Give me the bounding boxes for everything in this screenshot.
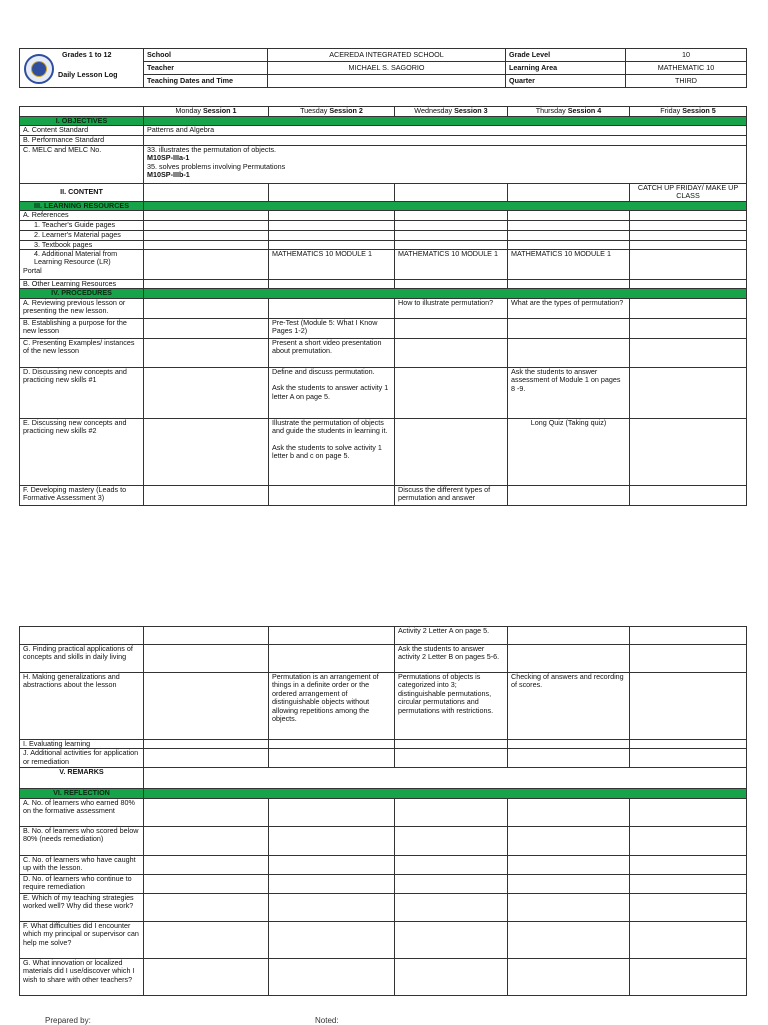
additional-wednesday: MATHEMATICS 10 MODULE 1 xyxy=(395,250,508,280)
other-resources-row xyxy=(20,280,747,289)
logo-cell xyxy=(20,49,144,88)
days-header-row xyxy=(20,107,747,117)
tg-row xyxy=(20,220,747,230)
proc-j-row xyxy=(20,749,747,768)
proc-e-row xyxy=(20,418,747,485)
proc-h-row xyxy=(20,673,747,740)
quarter-label: Quarter xyxy=(506,75,626,88)
proc-j-label: J. Additional activities for application or remediation xyxy=(20,749,144,768)
grades-label: Grades 1 to 12 xyxy=(62,50,112,59)
content-friday: CATCH UP FRIDAY/ MAKE UP CLASS xyxy=(630,183,747,201)
proc-e-tuesday: Illustrate the permutation of objects and guide the students in learning it. Ask the students to solve activity 1 letter b and c on page 5. xyxy=(269,418,395,485)
lesson-table-page2 xyxy=(19,626,747,996)
lesson-table-page1 xyxy=(19,106,747,506)
proc-h-wednesday: Permutations of objects is categorized into 3; distinguishable permutations, circular permutations and permutations with restrictions. xyxy=(395,673,508,740)
noted-label: Noted: xyxy=(315,1016,339,1025)
prepared-by-label: Prepared by: xyxy=(45,1016,91,1025)
reflection-heading: VI. REFLECTION xyxy=(20,789,144,798)
additional-material-row xyxy=(20,250,747,280)
proc-f-row xyxy=(20,485,747,505)
proc-d-tuesday: Define and discuss permutation. Ask the students to answer activity 1 letter A on page 5. xyxy=(269,367,395,418)
resources-heading-row xyxy=(20,201,747,210)
proc-i-row xyxy=(20,740,747,749)
day-tuesday: Tuesday Session 2 xyxy=(269,107,395,117)
tb-label: 3. Textbook pages xyxy=(20,240,144,249)
objectives-heading-row xyxy=(20,117,747,126)
reflection-d-row xyxy=(20,874,747,893)
reflection-f-row xyxy=(20,921,747,958)
proc-b-label: B. Establishing a purpose for the new lesson xyxy=(20,318,144,338)
references-label: A. References xyxy=(20,211,144,220)
objectives-heading: I. OBJECTIVES xyxy=(20,117,144,126)
doc-title: Daily Lesson Log xyxy=(58,70,118,79)
proc-a-label: A. Reviewing previous lesson or presenting the new lesson. xyxy=(20,298,144,318)
performance-standard-label: B. Performance Standard xyxy=(20,136,144,145)
school-value: ACEREDA INTEGRATED SCHOOL xyxy=(268,49,506,62)
proc-e-label: E. Discussing new concepts and practicing new skills #2 xyxy=(20,418,144,485)
tg-label: 1. Teacher's Guide pages xyxy=(20,220,144,230)
reflection-a-label: A. No. of learners who earned 80% on the formative assessment xyxy=(20,798,144,826)
content-standard-row xyxy=(20,126,747,136)
additional-material-label: 4. Additional Material from Learning Resource (LR) Portal xyxy=(20,250,144,280)
reflection-f-label: F. What difficulties did I encounter which my principal or supervisor can help me solve? xyxy=(20,921,144,958)
proc-a-row xyxy=(20,298,747,318)
reflection-g-label: G. What innovation or localized materials did I use/discover which I wish to share with other teachers? xyxy=(20,958,144,995)
proc-f-continued-row xyxy=(20,627,747,645)
reflection-e-row xyxy=(20,893,747,921)
lm-label: 2. Learner's Material pages xyxy=(20,230,144,240)
reflection-e-label: E. Which of my teaching strategies worked well? Why did these work? xyxy=(20,893,144,921)
proc-h-thursday: Checking of answers and recording of scores. xyxy=(508,673,630,740)
other-resources-label: B. Other Learning Resources xyxy=(20,280,144,289)
proc-g-row xyxy=(20,645,747,673)
proc-c-row xyxy=(20,338,747,367)
proc-a-thursday: What are the types of permutation? xyxy=(508,298,630,318)
school-label: School xyxy=(144,49,268,62)
day-wednesday: Wednesday Session 3 xyxy=(395,107,508,117)
proc-d-label: D. Discussing new concepts and practicing new skills #1 xyxy=(20,367,144,418)
proc-g-label: G. Finding practical applications of concepts and skills in daily living xyxy=(20,645,144,673)
reflection-d-label: D. No. of learners who continue to require remediation xyxy=(20,874,144,893)
proc-i-label: I. Evaluating learning xyxy=(20,740,144,749)
teacher-label: Teacher xyxy=(144,62,268,75)
proc-a-wednesday: How to illustrate permutation? xyxy=(395,298,508,318)
proc-c-label: C. Presenting Examples/ instances of the new lesson xyxy=(20,338,144,367)
procedures-heading: IV. PROCEDURES xyxy=(20,289,144,298)
proc-b-tuesday: Pre-Test (Module 5: What I Know Pages 1-2) xyxy=(269,318,395,338)
lm-row xyxy=(20,230,747,240)
melc-label: C. MELC and MELC No. xyxy=(20,145,144,183)
procedures-heading-row xyxy=(20,289,747,298)
day-friday: Friday Session 5 xyxy=(630,107,747,117)
quarter-value: THIRD xyxy=(626,75,747,88)
day-thursday: Thursday Session 4 xyxy=(508,107,630,117)
proc-b-row xyxy=(20,318,747,338)
learning-area-label: Learning Area xyxy=(506,62,626,75)
proc-e-thursday: Long Quiz (Taking quiz) xyxy=(508,418,630,485)
content-row xyxy=(20,183,747,201)
reflection-c-label: C. No. of learners who have caught up with the lesson. xyxy=(20,855,144,874)
header-table xyxy=(19,48,747,88)
content-heading: II. CONTENT xyxy=(20,183,144,201)
proc-h-tuesday: Permutation is an arrangement of things in a definite order or the ordered arrangement of distinguishable objects without allowing repetitions among the objects. xyxy=(269,673,395,740)
proc-g-wednesday: Ask the students to answer activity 2 Letter B on pages 5-6. xyxy=(395,645,508,673)
melc-row xyxy=(20,145,747,183)
tb-row xyxy=(20,240,747,249)
grade-level-label: Grade Level xyxy=(506,49,626,62)
melc-value: 33. illustrates the permutation of objects. M10SP-IIIa-1 35. solves problems involving Permutations M10SP-IIIb-1 xyxy=(144,145,747,183)
reflection-b-label: B. No. of learners who scored below 80% (needs remediation) xyxy=(20,826,144,855)
proc-f-label: F. Developing mastery (Leads to Formative Assessment 3) xyxy=(20,485,144,505)
content-standard-label: A. Content Standard xyxy=(20,126,144,136)
proc-h-label: H. Making generalizations and abstractions about the lesson xyxy=(20,673,144,740)
teacher-value: MICHAEL S. SAGORIO xyxy=(268,62,506,75)
reflection-a-row xyxy=(20,798,747,826)
proc-d-row xyxy=(20,367,747,418)
proc-c-tuesday: Present a short video presentation about premutation. xyxy=(269,338,395,367)
proc-d-thursday: Ask the students to answer assessment of Module 1 on pages 8 -9. xyxy=(508,367,630,418)
additional-thursday: MATHEMATICS 10 MODULE 1 xyxy=(508,250,630,280)
day-monday: Monday Session 1 xyxy=(144,107,269,117)
proc-f-wednesday: Discuss the different types of permutation and answer xyxy=(395,485,508,505)
references-row xyxy=(20,211,747,220)
proc-f-wednesday-continued: Activity 2 Letter A on page 5. xyxy=(395,627,508,645)
reflection-g-row xyxy=(20,958,747,995)
reflection-heading-row xyxy=(20,789,747,798)
performance-standard-row xyxy=(20,136,747,145)
dates-label: Teaching Dates and Time xyxy=(144,75,268,88)
learning-area-value: MATHEMATIC 10 xyxy=(626,62,747,75)
grade-level-value: 10 xyxy=(626,49,747,62)
reflection-b-row xyxy=(20,826,747,855)
deped-seal-icon xyxy=(24,54,54,84)
remarks-heading: V. REMARKS xyxy=(20,768,144,789)
remarks-row xyxy=(20,768,747,789)
resources-heading: III. LEARNING RESOURCES xyxy=(20,201,144,210)
content-standard-value: Patterns and Algebra xyxy=(144,126,747,136)
dates-value xyxy=(268,75,506,88)
additional-tuesday: MATHEMATICS 10 MODULE 1 xyxy=(269,250,395,280)
reflection-c-row xyxy=(20,855,747,874)
